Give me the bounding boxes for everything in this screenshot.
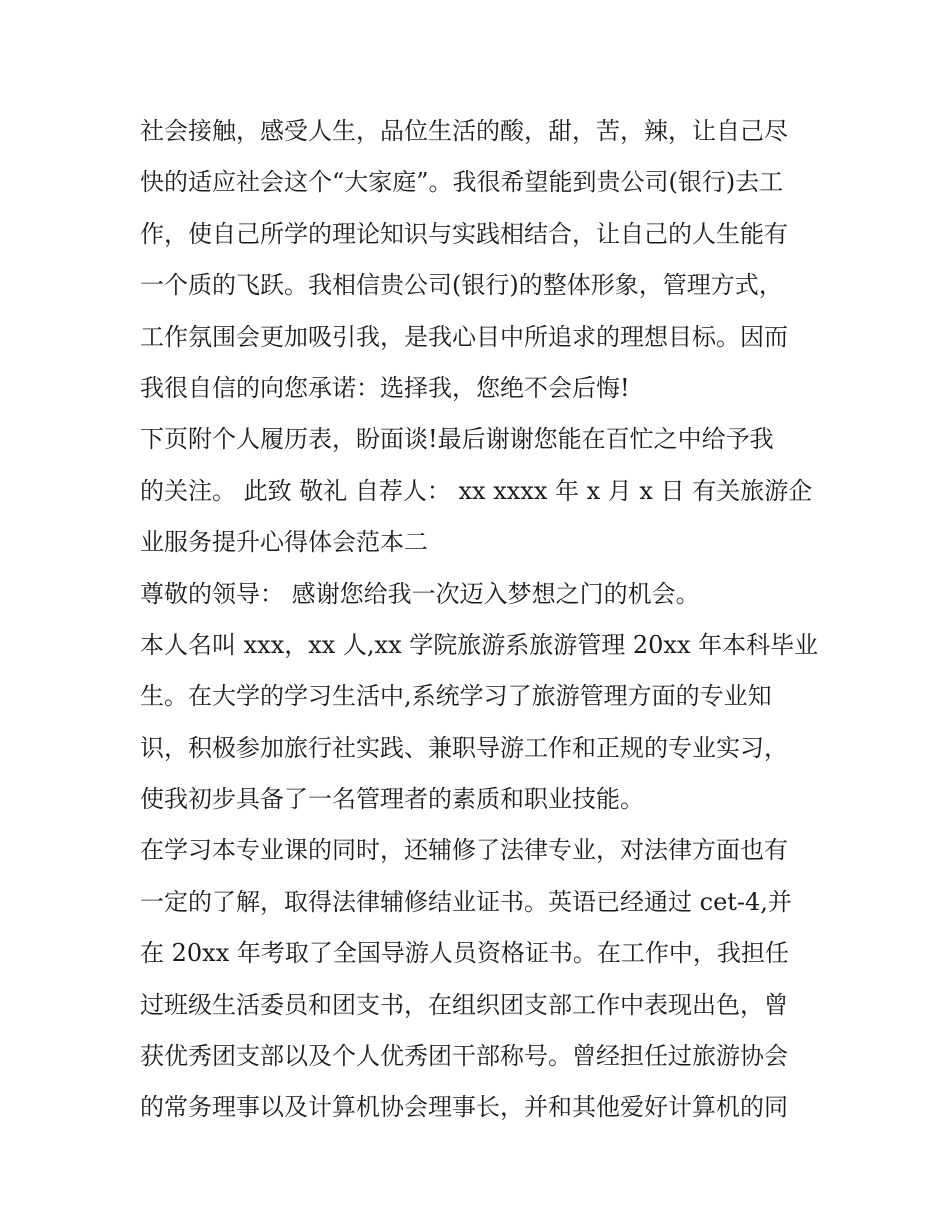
text-line: 业服务提升心得体会范本二	[140, 528, 428, 557]
text-line: 在学习本专业课的同时，还辅修了法律专业，对法律方面也有	[140, 836, 788, 865]
text-line: 本人名叫 xxx，xx 人,xx 学院旅游系旅游管理 20xx 年本科毕业	[140, 630, 819, 659]
text-line: 的常务理事以及计算机协会理事长，并和其他爱好计算机的同	[140, 1093, 788, 1122]
text-line: 的关注。 此致 敬礼 自荐人： xx xxxx 年 x 月 x 日 有关旅游企	[140, 476, 813, 505]
text-line: 快的适应社会这个“大家庭”。我很希望能到贵公司(银行)去工	[140, 168, 784, 197]
text-line: 生。在大学的学习生活中,系统学习了旅游管理方面的专业知	[140, 682, 772, 711]
text-line: 过班级生活委员和团支书，在组织团支部工作中表现出色，曾	[140, 990, 788, 1019]
text-line: 一个质的飞跃。我相信贵公司(银行)的整体形象，管理方式，	[140, 271, 783, 300]
text-line: 使我初步具备了一名管理者的素质和职业技能。	[140, 785, 644, 814]
text-line: 识，积极参加旅行社实践、兼职导游工作和正规的专业实习，	[140, 733, 788, 762]
text-line: 下页附个人履历表，盼面谈!最后谢谢您能在百忙之中给予我	[140, 425, 774, 454]
text-line: 在 20xx 年考取了全国导游人员资格证书。在工作中，我担任	[140, 939, 789, 968]
text-line: 一定的了解，取得法律辅修结业证书。英语已经通过 cet-4,并	[140, 887, 792, 916]
text-line: 我很自信的向您承诺：选择我，您绝不会后悔!	[140, 373, 630, 402]
text-line: 尊敬的领导： 感谢您给我一次迈入梦想之门的机会。	[140, 579, 700, 608]
text-line: 社会接触，感受人生，品位生活的酸，甜，苦，辣，让自己尽	[140, 117, 788, 145]
text-line: 工作氛围会更加吸引我，是我心目中所追求的理想目标。因而	[140, 322, 788, 351]
text-line: 获优秀团支部以及个人优秀团干部称号。曾经担任过旅游协会	[140, 1042, 788, 1071]
text-line: 作，使自己所学的理论知识与实践相结合，让自己的人生能有	[140, 219, 788, 248]
document-body	[140, 106, 820, 1134]
